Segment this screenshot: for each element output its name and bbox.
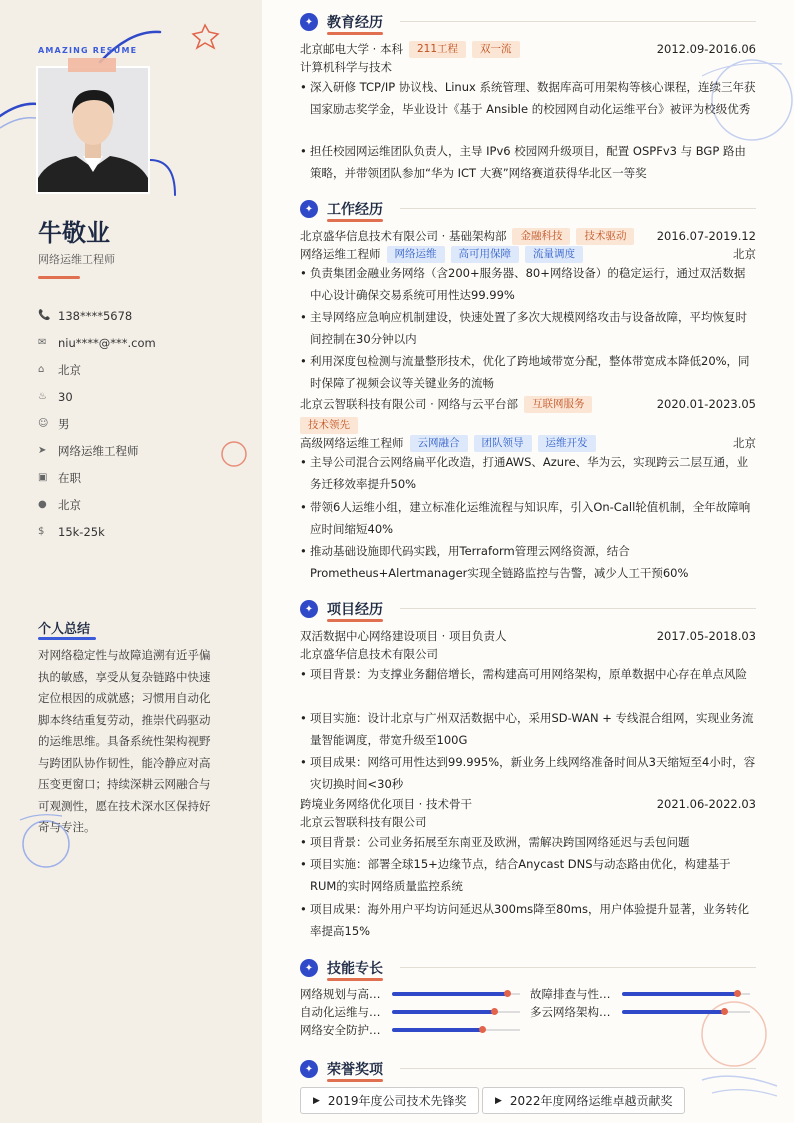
section-star-icon: ✦ — [300, 600, 318, 618]
list-item: • 利用深度包检测与流量整形技术，优化了跨地域带宽分配，整体带宽成本降低20%，同时保障了视频会议等关键业务的流畅 — [300, 350, 756, 394]
project-org: 北京盛华信息技术有限公司 — [300, 647, 438, 661]
contact-target-city: ● 北京 — [38, 497, 81, 512]
divider — [400, 1068, 756, 1069]
list-item: • 项目背景：为支撑业务翻倍增长，需构建高可用网络架构，原单数据中心存在单点风险 — [300, 663, 756, 685]
projects-heading: ✦ 项目经历 — [300, 599, 383, 619]
candidate-title: 网络运维工程师 — [38, 253, 115, 266]
list-item: • 项目实施：部署全球15+边缘节点，结合Anycast DNS与动态路由优化，构建基于RUM的实时网络质量监控系统 — [300, 853, 756, 897]
mail-icon: ✉ — [38, 337, 47, 348]
section-star-icon: ✦ — [300, 13, 318, 31]
skill-bar — [392, 1011, 520, 1013]
list-item: • 担任校园网运维团队负责人，主导 IPv6 校园网升级项目，配置 OSPFv3 与 BGP 路由策略，并带领团队参加“华为 ICT 大赛”网络赛道获得华北区一等奖 — [300, 140, 756, 184]
education-dates: 2012.09-2016.06 — [656, 42, 756, 56]
person-silhouette-icon — [38, 68, 148, 192]
project-name-row: 双活数据中心网络建设项目 · 项目负责人 2017.05-2018.03 — [300, 629, 756, 643]
salary-icon: $ — [38, 526, 45, 537]
work-heading: ✦ 工作经历 — [300, 199, 383, 219]
job-company-tag-row — [300, 416, 756, 434]
job-city: 北京 — [733, 247, 756, 261]
list-item: • 主导公司混合云网络扁平化改造，打通AWS、Azure、华为云，实现跨云二层互通，业务迁移效率提升50% — [300, 451, 756, 495]
heading-underline — [327, 978, 383, 981]
skill-item: 自动化运维与… — [300, 1004, 520, 1020]
project-name-row: 跨境业务网络优化项目 · 技术骨干 2021.06-2022.03 — [300, 797, 756, 811]
contact-hometown: ⌂ 北京 — [38, 362, 81, 377]
divider — [400, 967, 756, 968]
section-star-icon: ✦ — [300, 959, 318, 977]
skill-bar — [622, 993, 750, 995]
location-pin-icon: ● — [38, 499, 47, 510]
project-dates: 2021.06-2022.03 — [656, 797, 756, 811]
job-role-row: 高级网络运维工程师 云网融合 团队领导 运维开发 北京 — [300, 436, 756, 450]
home-icon: ⌂ — [38, 364, 45, 375]
contact-email: ✉ niu****@***.com — [38, 335, 156, 350]
award-item: ▶ 2019年度公司技术先锋奖 — [300, 1087, 479, 1114]
skills-heading: ✦ 技能专长 — [300, 958, 383, 978]
company-tag: 互联网服务 — [524, 396, 593, 413]
role-tag: 团队领导 — [474, 435, 532, 452]
skill-item: 网络规划与高… — [300, 986, 520, 1002]
summary-text: 对网络稳定性与故障追溯有近乎偏执的敏感，享受从复杂链路中快速定位根因的成就感；习惯用自动化脚本终结重复劳动，推崇代码驱动的运维思维。具备系统性架构视野与跨团队协作韧性，能冷静应对高压变更窗口；持续深耕云网融合与可观测性，愿在技术深水区保持好奇与专注。 — [38, 648, 211, 834]
candidate-name: 牛敬业 — [38, 219, 110, 247]
job-role-row: 网络运维工程师 网络运维 高可用保障 流量调度 北京 — [300, 247, 756, 261]
list-item: • 负责集团金融业务网络（含200+服务器、80+网络设备）的稳定运行，通过双活数据中心设计确保交易系统可用性达99.99% — [300, 262, 756, 306]
skill-item: 网络安全防护… — [300, 1022, 520, 1038]
resume-tagline: AMAZING RESUME — [38, 46, 138, 55]
section-star-icon: ✦ — [300, 200, 318, 218]
education-school-row: 北京邮电大学 · 本科 211工程 双一流 2012.09-2016.06 — [300, 42, 756, 56]
heading-underline — [327, 32, 383, 35]
heading-underline — [327, 619, 383, 622]
skill-bar — [392, 1029, 520, 1031]
list-item: • 带领6人运维小组，建立标准化运维流程与知识库，引入On-Call轮值机制，全年故障响应时间缩短40% — [300, 496, 756, 540]
skill-bar — [622, 1011, 750, 1013]
play-triangle-icon: ▶ — [313, 1095, 320, 1106]
contact-gender: ☺ 男 — [38, 416, 70, 431]
award-item: ▶ 2022年度网络运维卓越贡献奖 — [482, 1087, 685, 1114]
list-item: • 主导网络应急响应机制建设，快速处置了多次大规模网络攻击与设备故障，平均恢复时间控制在30分钟以内 — [300, 306, 756, 350]
job-city: 北京 — [733, 436, 756, 450]
education-tag: 211工程 — [409, 41, 466, 58]
role-tag: 运维开发 — [538, 435, 596, 452]
job-dates: 2016.07-2019.12 — [656, 229, 756, 243]
send-icon: ➤ — [38, 445, 47, 456]
name-underline — [38, 276, 80, 279]
project-org: 北京云智联科技有限公司 — [300, 815, 427, 829]
divider — [400, 21, 756, 22]
list-item: • 深入研修 TCP/IP 协议栈、Linux 系统管理、数据库高可用架构等核心课程，连续三年获国家励志奖学金，毕业设计《基于 Ansible 的校园网自动化运维平台》被评为校级优秀 — [300, 76, 756, 120]
play-triangle-icon: ▶ — [495, 1095, 502, 1106]
list-item: • 项目实施：设计北京与广州双活数据中心，采用SD-WAN + 专线混合组网，实现业务流量智能调度，带宽升级至100G — [300, 707, 756, 751]
contact-list — [38, 302, 238, 545]
contact-salary: $ 15k-25k — [38, 524, 105, 539]
contact-phone: 📞 138****5678 — [38, 308, 133, 323]
list-item: • 项目成果：海外用户平均访问延迟从300ms降至80ms，用户体验提升显著，业务转化率提高15% — [300, 898, 756, 942]
skill-bar — [392, 993, 520, 995]
heading-underline — [327, 1079, 383, 1082]
job-company-row: 北京云智联科技有限公司 · 网络与云平台部 互联网服务 2020.01-2023.05 — [300, 397, 756, 411]
sidebar — [0, 0, 262, 1123]
awards-heading: ✦ 荣誉奖项 — [300, 1059, 383, 1079]
company-tag: 技术领先 — [300, 417, 358, 434]
main-content — [262, 0, 794, 1123]
skill-item: 多云网络架构… — [530, 1004, 750, 1020]
avatar — [36, 66, 150, 194]
profile-photo — [36, 66, 150, 194]
company-tag: 技术驱动 — [576, 228, 634, 245]
role-tag: 网络运维 — [387, 246, 445, 263]
photo-tape — [68, 58, 116, 72]
list-item: • 推动基础设施即代码实践，用Terraform管理云网络资源，结合Prometheus+Alertmanager实现全链路监控与告警，减少人工干预60% — [300, 540, 756, 584]
job-dates: 2020.01-2023.05 — [656, 397, 756, 411]
skill-item: 故障排查与性… — [530, 986, 750, 1002]
heading-underline — [327, 219, 383, 222]
job-company-row: 北京盛华信息技术有限公司 · 基础架构部 金融科技 技术驱动 2016.07-2019.12 — [300, 229, 756, 243]
list-item: • 项目成果：网络可用性达到99.995%，新业务上线网络准备时间从3天缩短至4小时，容灾切换时间<30秒 — [300, 751, 756, 795]
divider — [400, 608, 756, 609]
cake-icon: ♨ — [38, 391, 47, 402]
contact-age: ♨ 30 — [38, 389, 73, 404]
gender-icon: ☺ — [38, 418, 49, 429]
list-item: • 项目背景：公司业务拓展至东南亚及欧洲，需解决跨国网络延迟与丢包问题 — [300, 831, 756, 853]
section-star-icon: ✦ — [300, 1060, 318, 1078]
divider — [400, 208, 756, 209]
phone-icon: 📞 — [38, 310, 51, 321]
summary-underline — [38, 637, 96, 640]
role-tag: 云网融合 — [410, 435, 468, 452]
contact-target-role: ➤ 网络运维工程师 — [38, 443, 139, 458]
education-major: 计算机科学与技术 — [300, 60, 392, 74]
contact-status: ▣ 在职 — [38, 470, 81, 485]
education-heading: ✦ 教育经历 — [300, 12, 383, 32]
role-tag: 流量调度 — [525, 246, 583, 263]
project-dates: 2017.05-2018.03 — [656, 629, 756, 643]
education-tag: 双一流 — [472, 41, 520, 58]
summary-heading: 个人总结 — [38, 622, 91, 637]
briefcase-icon: ▣ — [38, 472, 48, 483]
company-tag: 金融科技 — [512, 228, 570, 245]
role-tag: 高可用保障 — [451, 246, 520, 263]
